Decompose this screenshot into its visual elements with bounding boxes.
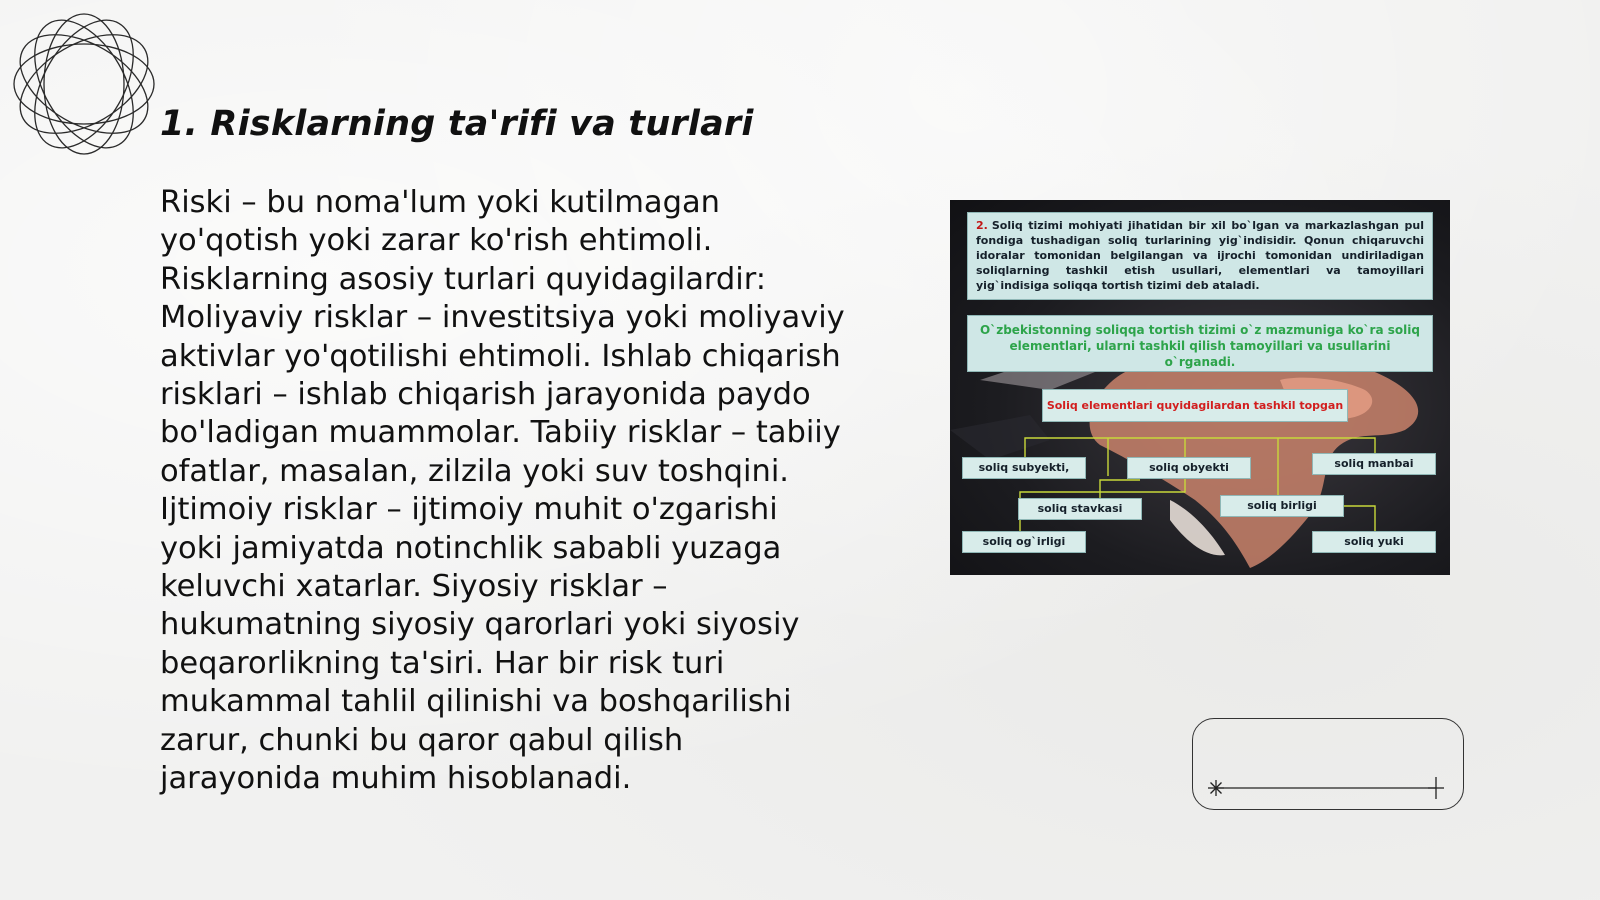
element-yuki-box: soliq yuki [1312,531,1436,553]
element-ogirligi-box: soliq og`irligi [962,531,1086,553]
element-birligi-box: soliq birligi [1220,495,1344,517]
slide-body-text: Riski – bu noma'lum yoki kutilmagan yo'qotish yoki zarar ko'rish ehtimoli. Risklarning asosiy turlari quyidagilardir: Moliyaviy risklar – investitsiya yoki moliyaviy aktivlar yo'qotilishi ehtimoli. Ishlab chiqarish risklari – ishlab chiqarish jarayonida paydo bo'ladigan muammolar. Tabiiy risklar – tabiiy ofatlar, masalan, zilzila yoki suv toshqini. Ijtimoiy risklar – ijtimoiy muhit o'zgarishi yoki jamiyatda notinchlik sababli yuzaga keluvchi xatarlar. Siyosiy risklar – hukumatning siyosiy qarorlari yoki siyosiy beqarorlikning ta'siri. Har bir risk turi mukammal tahlil qilinishi va boshqarilishi zarur, chunki bu qaror qabul qilish jarayonida muhim hisoblanadi. [160,185,845,797]
definition-text: Soliq tizimi mohiyati jihatidan bir xil bo`lgan va markazlashgan pul fondiga tushadigan soliq turlarining yig`indisidir. Qonun chiqaruvchi idoralar tomonidan belgilangan va ijrochi tomonidan undiriladigan soliqlarning tashkil etish usullari, elementlari va tamoyillari yig`indisiga soliqqa tortish tizimi deb ataladi. [976,219,1424,292]
element-obyekti-box: soliq obyekti [1127,457,1251,479]
element-subyekti-box: soliq subyekti, [962,457,1086,479]
principles-box: O`zbekistonning soliqqa tortish tizimi o`z mazmuniga ko`ra soliq elementlari, ularni tashkil qilish tamoyillari va usullarini o`rganadi. [967,315,1433,372]
circular-ornament [10,10,158,158]
element-manbai-box: soliq manbai [1312,453,1436,475]
definition-number: 2. [976,219,988,232]
slide-title: 1. Risklarning ta'rifi va turlari [160,104,754,144]
decorative-star-line [1208,776,1444,800]
elements-heading-box: Soliq elementlari quyidagilardan tashkil topgan [1042,389,1348,422]
tax-system-picture [950,200,1450,575]
element-stavkasi-box: soliq stavkasi [1018,498,1142,520]
